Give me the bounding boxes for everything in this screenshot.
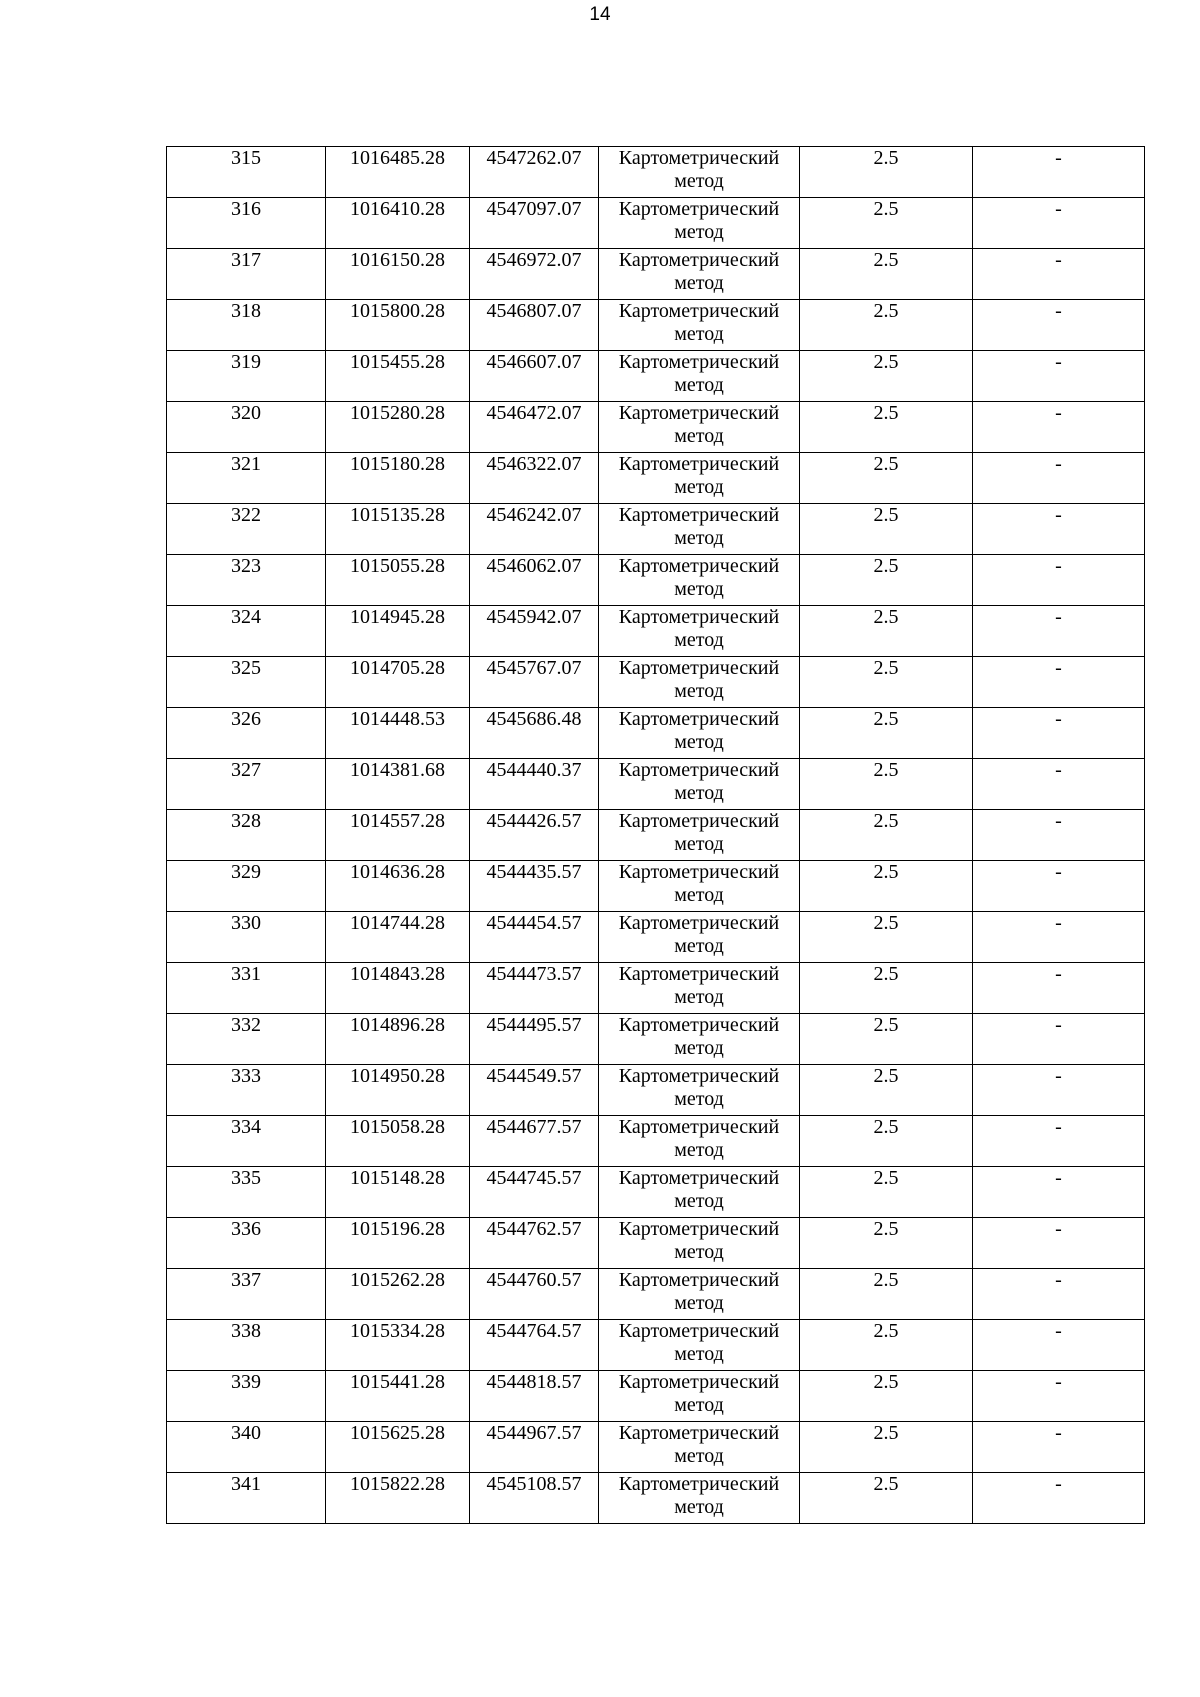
x-coordinate-cell: 1015441.28 bbox=[326, 1371, 470, 1422]
method-line-1: Картометрический bbox=[618, 1116, 780, 1138]
method-line-1: Картометрический bbox=[618, 1014, 780, 1036]
y-coordinate-cell: 4544745.57 bbox=[470, 1167, 599, 1218]
method-line-1: Картометрический bbox=[618, 402, 780, 424]
note-cell: - bbox=[973, 810, 1145, 861]
table-row bbox=[167, 1167, 1145, 1218]
table-row bbox=[167, 1371, 1145, 1422]
table-row bbox=[167, 759, 1145, 810]
coordinates-table-body bbox=[167, 147, 1145, 1524]
method-cell bbox=[599, 963, 800, 1014]
method-line-2: метод bbox=[674, 782, 724, 804]
note-cell: - bbox=[973, 1422, 1145, 1473]
x-coordinate-cell: 1014636.28 bbox=[326, 861, 470, 912]
table-row bbox=[167, 963, 1145, 1014]
method-line-2: метод bbox=[674, 1394, 724, 1416]
method-cell bbox=[599, 249, 800, 300]
accuracy-cell: 2.5 bbox=[800, 861, 973, 912]
method-line-1: Картометрический bbox=[618, 1371, 780, 1393]
table-row bbox=[167, 1422, 1145, 1473]
method-cell bbox=[599, 708, 800, 759]
table-row bbox=[167, 300, 1145, 351]
table-row bbox=[167, 708, 1145, 759]
y-coordinate-cell: 4544764.57 bbox=[470, 1320, 599, 1371]
table-row bbox=[167, 810, 1145, 861]
x-coordinate-cell: 1014705.28 bbox=[326, 657, 470, 708]
method-line-1: Картометрический bbox=[618, 963, 780, 985]
table-row bbox=[167, 147, 1145, 198]
table-row bbox=[167, 657, 1145, 708]
table-row bbox=[167, 504, 1145, 555]
method-cell bbox=[599, 1116, 800, 1167]
method-line-2: метод bbox=[674, 578, 724, 600]
note-cell: - bbox=[973, 1371, 1145, 1422]
method-cell bbox=[599, 1371, 800, 1422]
note-cell: - bbox=[973, 861, 1145, 912]
x-coordinate-cell: 1015455.28 bbox=[326, 351, 470, 402]
point-number-cell: 322 bbox=[167, 504, 326, 555]
table-row bbox=[167, 198, 1145, 249]
method-line-2: метод bbox=[674, 935, 724, 957]
accuracy-cell: 2.5 bbox=[800, 1218, 973, 1269]
point-number-cell: 337 bbox=[167, 1269, 326, 1320]
point-number-cell: 333 bbox=[167, 1065, 326, 1116]
method-line-2: метод bbox=[674, 1496, 724, 1518]
table-row bbox=[167, 1320, 1145, 1371]
x-coordinate-cell: 1015280.28 bbox=[326, 402, 470, 453]
method-line-1: Картометрический bbox=[618, 300, 780, 322]
point-number-cell: 315 bbox=[167, 147, 326, 198]
method-line-1: Картометрический bbox=[618, 759, 780, 781]
method-line-1: Картометрический bbox=[618, 351, 780, 373]
point-number-cell: 317 bbox=[167, 249, 326, 300]
accuracy-cell: 2.5 bbox=[800, 1473, 973, 1524]
method-cell bbox=[599, 606, 800, 657]
x-coordinate-cell: 1016410.28 bbox=[326, 198, 470, 249]
accuracy-cell: 2.5 bbox=[800, 1269, 973, 1320]
y-coordinate-cell: 4547097.07 bbox=[470, 198, 599, 249]
point-number-cell: 331 bbox=[167, 963, 326, 1014]
method-line-2: метод bbox=[674, 170, 724, 192]
method-line-1: Картометрический bbox=[618, 1320, 780, 1342]
method-line-1: Картометрический bbox=[618, 1218, 780, 1240]
y-coordinate-cell: 4546472.07 bbox=[470, 402, 599, 453]
method-cell bbox=[599, 300, 800, 351]
method-line-1: Картометрический bbox=[618, 453, 780, 475]
method-line-2: метод bbox=[674, 833, 724, 855]
accuracy-cell: 2.5 bbox=[800, 249, 973, 300]
point-number-cell: 321 bbox=[167, 453, 326, 504]
method-line-2: метод bbox=[674, 323, 724, 345]
y-coordinate-cell: 4544549.57 bbox=[470, 1065, 599, 1116]
method-line-1: Картометрический bbox=[618, 249, 780, 271]
y-coordinate-cell: 4546607.07 bbox=[470, 351, 599, 402]
y-coordinate-cell: 4546322.07 bbox=[470, 453, 599, 504]
accuracy-cell: 2.5 bbox=[800, 606, 973, 657]
method-line-1: Картометрический bbox=[618, 1422, 780, 1444]
note-cell: - bbox=[973, 1065, 1145, 1116]
point-number-cell: 334 bbox=[167, 1116, 326, 1167]
x-coordinate-cell: 1015800.28 bbox=[326, 300, 470, 351]
accuracy-cell: 2.5 bbox=[800, 1422, 973, 1473]
y-coordinate-cell: 4544762.57 bbox=[470, 1218, 599, 1269]
method-line-1: Картометрический bbox=[618, 861, 780, 883]
y-coordinate-cell: 4546242.07 bbox=[470, 504, 599, 555]
y-coordinate-cell: 4544426.57 bbox=[470, 810, 599, 861]
x-coordinate-cell: 1014381.68 bbox=[326, 759, 470, 810]
method-line-2: метод bbox=[674, 1292, 724, 1314]
accuracy-cell: 2.5 bbox=[800, 759, 973, 810]
method-line-2: метод bbox=[674, 1445, 724, 1467]
x-coordinate-cell: 1015055.28 bbox=[326, 555, 470, 606]
note-cell: - bbox=[973, 402, 1145, 453]
table-row bbox=[167, 912, 1145, 963]
method-line-2: метод bbox=[674, 884, 724, 906]
x-coordinate-cell: 1014744.28 bbox=[326, 912, 470, 963]
accuracy-cell: 2.5 bbox=[800, 963, 973, 1014]
method-cell bbox=[599, 198, 800, 249]
method-line-1: Картометрический bbox=[618, 147, 780, 169]
note-cell: - bbox=[973, 606, 1145, 657]
x-coordinate-cell: 1015135.28 bbox=[326, 504, 470, 555]
note-cell: - bbox=[973, 1473, 1145, 1524]
point-number-cell: 318 bbox=[167, 300, 326, 351]
accuracy-cell: 2.5 bbox=[800, 1320, 973, 1371]
method-cell bbox=[599, 912, 800, 963]
method-line-1: Картометрический bbox=[618, 198, 780, 220]
point-number-cell: 330 bbox=[167, 912, 326, 963]
note-cell: - bbox=[973, 453, 1145, 504]
method-cell bbox=[599, 453, 800, 504]
x-coordinate-cell: 1015058.28 bbox=[326, 1116, 470, 1167]
y-coordinate-cell: 4545767.07 bbox=[470, 657, 599, 708]
method-cell bbox=[599, 1422, 800, 1473]
method-cell bbox=[599, 555, 800, 606]
table-row bbox=[167, 606, 1145, 657]
note-cell: - bbox=[973, 1116, 1145, 1167]
method-line-1: Картометрический bbox=[618, 555, 780, 577]
method-line-1: Картометрический bbox=[618, 504, 780, 526]
method-line-2: метод bbox=[674, 1088, 724, 1110]
note-cell: - bbox=[973, 1014, 1145, 1065]
y-coordinate-cell: 4544677.57 bbox=[470, 1116, 599, 1167]
note-cell: - bbox=[973, 300, 1145, 351]
method-cell bbox=[599, 1167, 800, 1218]
y-coordinate-cell: 4545942.07 bbox=[470, 606, 599, 657]
method-line-2: метод bbox=[674, 680, 724, 702]
accuracy-cell: 2.5 bbox=[800, 504, 973, 555]
note-cell: - bbox=[973, 1218, 1145, 1269]
x-coordinate-cell: 1015262.28 bbox=[326, 1269, 470, 1320]
method-cell bbox=[599, 1320, 800, 1371]
note-cell: - bbox=[973, 249, 1145, 300]
table-row bbox=[167, 1218, 1145, 1269]
table-row bbox=[167, 1065, 1145, 1116]
x-coordinate-cell: 1014843.28 bbox=[326, 963, 470, 1014]
note-cell: - bbox=[973, 963, 1145, 1014]
point-number-cell: 320 bbox=[167, 402, 326, 453]
method-line-1: Картометрический bbox=[618, 708, 780, 730]
note-cell: - bbox=[973, 198, 1145, 249]
method-line-1: Картометрический bbox=[618, 1473, 780, 1495]
accuracy-cell: 2.5 bbox=[800, 708, 973, 759]
method-cell bbox=[599, 810, 800, 861]
x-coordinate-cell: 1015822.28 bbox=[326, 1473, 470, 1524]
method-cell bbox=[599, 504, 800, 555]
y-coordinate-cell: 4545686.48 bbox=[470, 708, 599, 759]
method-line-2: метод bbox=[674, 629, 724, 651]
point-number-cell: 328 bbox=[167, 810, 326, 861]
method-cell bbox=[599, 351, 800, 402]
method-line-1: Картометрический bbox=[618, 1065, 780, 1087]
x-coordinate-cell: 1014448.53 bbox=[326, 708, 470, 759]
note-cell: - bbox=[973, 504, 1145, 555]
method-line-2: метод bbox=[674, 1139, 724, 1161]
method-cell bbox=[599, 402, 800, 453]
point-number-cell: 326 bbox=[167, 708, 326, 759]
note-cell: - bbox=[973, 708, 1145, 759]
point-number-cell: 336 bbox=[167, 1218, 326, 1269]
method-line-2: метод bbox=[674, 1241, 724, 1263]
method-line-2: метод bbox=[674, 731, 724, 753]
method-cell bbox=[599, 1014, 800, 1065]
accuracy-cell: 2.5 bbox=[800, 810, 973, 861]
x-coordinate-cell: 1014557.28 bbox=[326, 810, 470, 861]
note-cell: - bbox=[973, 1167, 1145, 1218]
table-row bbox=[167, 555, 1145, 606]
method-cell bbox=[599, 1065, 800, 1116]
y-coordinate-cell: 4544967.57 bbox=[470, 1422, 599, 1473]
accuracy-cell: 2.5 bbox=[800, 147, 973, 198]
method-line-1: Картометрический bbox=[618, 1167, 780, 1189]
point-number-cell: 340 bbox=[167, 1422, 326, 1473]
method-line-2: метод bbox=[674, 1190, 724, 1212]
method-cell bbox=[599, 1218, 800, 1269]
note-cell: - bbox=[973, 351, 1145, 402]
method-line-2: метод bbox=[674, 272, 724, 294]
point-number-cell: 339 bbox=[167, 1371, 326, 1422]
method-cell bbox=[599, 1473, 800, 1524]
point-number-cell: 329 bbox=[167, 861, 326, 912]
method-line-2: метод bbox=[674, 425, 724, 447]
accuracy-cell: 2.5 bbox=[800, 1167, 973, 1218]
x-coordinate-cell: 1015180.28 bbox=[326, 453, 470, 504]
accuracy-cell: 2.5 bbox=[800, 657, 973, 708]
method-line-2: метод bbox=[674, 476, 724, 498]
accuracy-cell: 2.5 bbox=[800, 453, 973, 504]
accuracy-cell: 2.5 bbox=[800, 1116, 973, 1167]
point-number-cell: 327 bbox=[167, 759, 326, 810]
point-number-cell: 335 bbox=[167, 1167, 326, 1218]
point-number-cell: 323 bbox=[167, 555, 326, 606]
x-coordinate-cell: 1016150.28 bbox=[326, 249, 470, 300]
x-coordinate-cell: 1014945.28 bbox=[326, 606, 470, 657]
table-row bbox=[167, 249, 1145, 300]
method-line-2: метод bbox=[674, 1343, 724, 1365]
note-cell: - bbox=[973, 912, 1145, 963]
y-coordinate-cell: 4544495.57 bbox=[470, 1014, 599, 1065]
point-number-cell: 324 bbox=[167, 606, 326, 657]
accuracy-cell: 2.5 bbox=[800, 1371, 973, 1422]
table-row bbox=[167, 1014, 1145, 1065]
x-coordinate-cell: 1016485.28 bbox=[326, 147, 470, 198]
method-cell bbox=[599, 147, 800, 198]
note-cell: - bbox=[973, 1320, 1145, 1371]
table-row bbox=[167, 1116, 1145, 1167]
method-cell bbox=[599, 1269, 800, 1320]
accuracy-cell: 2.5 bbox=[800, 912, 973, 963]
method-line-1: Картометрический bbox=[618, 1269, 780, 1291]
method-line-1: Картометрический bbox=[618, 912, 780, 934]
method-line-1: Картометрический bbox=[618, 606, 780, 628]
method-cell bbox=[599, 861, 800, 912]
y-coordinate-cell: 4546062.07 bbox=[470, 555, 599, 606]
point-number-cell: 341 bbox=[167, 1473, 326, 1524]
accuracy-cell: 2.5 bbox=[800, 1014, 973, 1065]
method-line-2: метод bbox=[674, 527, 724, 549]
y-coordinate-cell: 4544473.57 bbox=[470, 963, 599, 1014]
x-coordinate-cell: 1014896.28 bbox=[326, 1014, 470, 1065]
point-number-cell: 338 bbox=[167, 1320, 326, 1371]
note-cell: - bbox=[973, 147, 1145, 198]
x-coordinate-cell: 1015334.28 bbox=[326, 1320, 470, 1371]
x-coordinate-cell: 1015625.28 bbox=[326, 1422, 470, 1473]
point-number-cell: 319 bbox=[167, 351, 326, 402]
point-number-cell: 316 bbox=[167, 198, 326, 249]
table-row bbox=[167, 1473, 1145, 1524]
accuracy-cell: 2.5 bbox=[800, 351, 973, 402]
accuracy-cell: 2.5 bbox=[800, 555, 973, 606]
page-number: 14 bbox=[589, 4, 611, 25]
y-coordinate-cell: 4544818.57 bbox=[470, 1371, 599, 1422]
method-line-2: метод bbox=[674, 1037, 724, 1059]
method-line-2: метод bbox=[674, 986, 724, 1008]
table-row bbox=[167, 402, 1145, 453]
table-row bbox=[167, 861, 1145, 912]
y-coordinate-cell: 4544760.57 bbox=[470, 1269, 599, 1320]
x-coordinate-cell: 1015148.28 bbox=[326, 1167, 470, 1218]
accuracy-cell: 2.5 bbox=[800, 300, 973, 351]
method-line-1: Картометрический bbox=[618, 810, 780, 832]
accuracy-cell: 2.5 bbox=[800, 198, 973, 249]
method-cell bbox=[599, 759, 800, 810]
point-number-cell: 332 bbox=[167, 1014, 326, 1065]
y-coordinate-cell: 4544435.57 bbox=[470, 861, 599, 912]
y-coordinate-cell: 4544440.37 bbox=[470, 759, 599, 810]
method-line-2: метод bbox=[674, 221, 724, 243]
y-coordinate-cell: 4546972.07 bbox=[470, 249, 599, 300]
table-row bbox=[167, 453, 1145, 504]
note-cell: - bbox=[973, 555, 1145, 606]
note-cell: - bbox=[973, 657, 1145, 708]
method-line-2: метод bbox=[674, 374, 724, 396]
y-coordinate-cell: 4544454.57 bbox=[470, 912, 599, 963]
point-number-cell: 325 bbox=[167, 657, 326, 708]
x-coordinate-cell: 1015196.28 bbox=[326, 1218, 470, 1269]
accuracy-cell: 2.5 bbox=[800, 1065, 973, 1116]
y-coordinate-cell: 4545108.57 bbox=[470, 1473, 599, 1524]
x-coordinate-cell: 1014950.28 bbox=[326, 1065, 470, 1116]
accuracy-cell: 2.5 bbox=[800, 402, 973, 453]
y-coordinate-cell: 4546807.07 bbox=[470, 300, 599, 351]
method-cell bbox=[599, 657, 800, 708]
y-coordinate-cell: 4547262.07 bbox=[470, 147, 599, 198]
table-row bbox=[167, 351, 1145, 402]
note-cell: - bbox=[973, 1269, 1145, 1320]
method-line-1: Картометрический bbox=[618, 657, 780, 679]
note-cell: - bbox=[973, 759, 1145, 810]
table-row bbox=[167, 1269, 1145, 1320]
coordinates-table bbox=[166, 146, 1145, 1524]
